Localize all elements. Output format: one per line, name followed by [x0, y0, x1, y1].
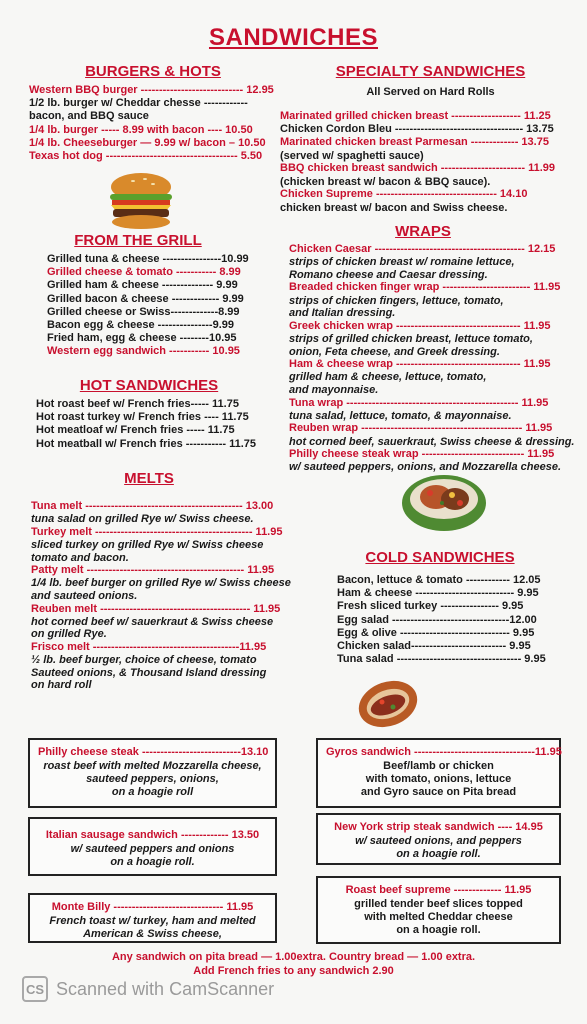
specialty-subtitle: All Served on Hard Rolls: [366, 86, 495, 98]
footer-line-1: Any sandwich on pita bread — 1.00extra. Country bread — 1.00 extra.: [111, 951, 476, 963]
menu-item: Hot roast beef w/ French fries----- 11.75: [36, 398, 239, 410]
menu-item: Egg & olive ------------------------------ 9.95: [337, 626, 535, 639]
menu-desc: hot corned beef, sauerkraut, Swiss cheese & dressing.: [289, 435, 575, 448]
menu-item: Tuna wrap ----------------------------------------------- 11.95: [289, 396, 549, 409]
box-desc: grilled tender beef slices topped: [354, 897, 523, 910]
box-desc: w/ sauteed onions, and peppers: [355, 834, 522, 847]
menu-desc: strips of grilled chicken breast, lettuce tomato,: [289, 332, 533, 345]
italian-box: [28, 817, 277, 876]
page-title: SANDWICHES: [208, 24, 378, 51]
menu-item: Marinated grilled chicken breast ------------------- 11.25: [280, 110, 551, 122]
menu-desc: sliced turkey on grilled Rye w/ Swiss cheese: [31, 539, 264, 551]
menu-desc: on grilled Rye.: [31, 628, 107, 641]
menu-desc: 1/2 lb. burger w/ Cheddar chesse ------------: [29, 97, 248, 110]
menu-item: Grilled tuna & cheese ----------------10.99: [47, 253, 249, 265]
box-desc: American & Swiss cheese,: [83, 927, 222, 940]
box-desc: on a hoagie roll.: [396, 847, 481, 860]
specialty-title: SPECIALTY SANDWICHES: [335, 63, 526, 80]
box-desc: Beef/lamb or chicken: [383, 759, 494, 772]
watermark-text: Scanned with CamScanner: [56, 978, 275, 999]
box-desc: with melted Cheddar cheese: [364, 910, 513, 923]
hot-title: HOT SANDWICHES: [79, 377, 219, 394]
menu-item: Hot meatloaf w/ French fries ----- 11.75: [36, 424, 235, 437]
menu-item: Chicken Supreme --------------------------------- 14.10: [280, 188, 528, 201]
roastbeef-box: [316, 876, 561, 944]
menu-item: Reuben wrap -------------------------------------------- 11.95: [289, 422, 553, 435]
menu-item: Tuna melt ------------------------------------------- 13.00: [31, 500, 274, 512]
nystrip-box: [316, 813, 561, 865]
menu-item: Ham & cheese wrap ---------------------------------- 11.95: [289, 358, 551, 371]
box-item: Italian sausage sandwich ------------- 13.50: [45, 829, 260, 841]
menu-item: Hot roast turkey w/ French fries ---- 11.75: [36, 411, 249, 424]
box-item: Philly cheese steak ---------------------------13.10: [38, 746, 269, 758]
menu-item: Bacon egg & cheese ---------------9.99: [47, 319, 235, 332]
menu-desc: Sauteed onions, & Thousand Island dressing: [31, 666, 267, 679]
box-desc: sauteed peppers, onions,: [86, 772, 219, 785]
sandwich-image: [355, 674, 421, 730]
menu-item: Hot meatball w/ French fries ----------- 11.75: [36, 437, 257, 450]
menu-item: Marinated chicken breast Parmesan ------------- 13.75: [280, 136, 549, 149]
menu-item: Reuben melt ----------------------------------------- 11.95: [31, 602, 281, 615]
box-desc: and Gyro sauce on Pita bread: [360, 785, 517, 798]
menu-desc: (chicken breast w/ bacon & BBQ sauce).: [280, 175, 491, 188]
menu-item: Bacon, lettuce & tomato ------------ 12.05: [337, 574, 541, 586]
menu-desc: on hard roll: [31, 679, 92, 692]
menu-desc: tuna salad on grilled Rye w/ Swiss cheese.: [31, 513, 254, 526]
hot-list: [36, 398, 256, 451]
menu-item: Grilled cheese or Swiss-------------8.99: [47, 305, 240, 318]
specialty-list: [280, 110, 555, 214]
box-desc: French toast w/ turkey, ham and melted: [49, 914, 256, 927]
cold-title: COLD SANDWICHES: [365, 549, 515, 566]
menu-item: Patty melt ------------------------------------------- 11.95: [31, 564, 275, 577]
menu-desc: 1/4 lb. beef burger on grilled Rye w/ Swiss cheese: [31, 577, 291, 590]
menu-item: BBQ chicken breast sandwich ----------------------- 11.99: [280, 162, 555, 175]
menu-desc: and sauteed onions.: [31, 589, 138, 602]
menu-item: 1/4 lb. Cheeseburger — 9.99 w/ bacon – 10.50: [29, 136, 266, 149]
camscanner-logo-icon: CS: [22, 976, 48, 1002]
box-desc: on a hoagie roll: [111, 785, 194, 798]
menu-item: Chicken salad-------------------------- 9.95: [337, 640, 531, 653]
box-item: Roast beef supreme ------------- 11.95: [345, 884, 532, 896]
menu-item: Greek chicken wrap ---------------------------------- 11.95: [289, 319, 551, 332]
menu-item: Chicken Caesar ----------------------------------------- 12.15: [289, 243, 556, 255]
menu-desc: and mayonnaise.: [289, 383, 379, 396]
menu-desc: chicken breast w/ bacon and Swiss cheese.: [280, 201, 508, 214]
burgers-title: BURGERS & HOTS: [85, 63, 221, 80]
menu-item: Western egg sandwich ----------- 10.95: [47, 345, 240, 358]
menu-item: 1/4 lb. burger ----- 8.99 with bacon ---- 10.50: [29, 123, 253, 136]
burgers-list: [29, 84, 274, 163]
grill-list: [47, 253, 249, 359]
burger-image: [106, 171, 176, 231]
menu-desc: w/ sauteed peppers, onions, and Mozzarella cheese.: [289, 461, 562, 474]
menu-desc: tomato and bacon.: [31, 551, 129, 564]
menu-desc: tuna salad, lettuce, tomato, & mayonnaise.: [289, 409, 512, 422]
menu-desc: onion, Feta cheese, and Greek dressing.: [289, 345, 500, 358]
wraps-list: [289, 243, 575, 474]
cold-list: [337, 574, 546, 666]
wrap-image: [400, 469, 488, 533]
menu-item: Tuna salad ---------------------------------- 9.95: [337, 653, 546, 666]
menu-item: Philly cheese steak wrap ---------------------------- 11.95: [289, 448, 555, 461]
menu-item: Grilled bacon & cheese ------------- 9.99: [47, 292, 244, 305]
menu-item: Fried ham, egg & cheese --------10.95: [47, 332, 237, 345]
melts-list: [31, 500, 291, 692]
menu-item: Chicken Cordon Bleu ----------------------------------- 13.75: [280, 123, 554, 136]
menu-desc: hot corned beef w/ sauerkraut & Swiss cheese: [31, 615, 274, 628]
gyros-box: [316, 738, 561, 808]
menu-desc: strips of chicken fingers, lettuce, tomato,: [289, 294, 504, 307]
menu-desc: strips of chicken breast w/ romaine lettuce,: [289, 256, 515, 269]
monte-box: [28, 893, 277, 943]
footer-line-2: Add French fries to any sandwich 2.90: [193, 965, 394, 977]
box-desc: on a hoagie roll.: [110, 855, 195, 868]
menu-desc: grilled ham & cheese, lettuce, tomato,: [289, 371, 487, 384]
box-desc: with tomato, onions, lettuce: [365, 772, 512, 785]
grill-title: FROM THE GRILL: [74, 232, 202, 249]
menu-desc: ½ lb. beef burger, choice of cheese, tomato: [31, 654, 257, 667]
menu-item: Turkey melt ------------------------------------------- 11.95: [31, 525, 283, 538]
menu-desc: and Italian dressing.: [289, 307, 396, 320]
menu-item: Grilled ham & cheese -------------- 9.99: [47, 279, 238, 292]
philly-box: [28, 738, 277, 808]
menu-item: Texas hot dog ------------------------------------ 5.50: [29, 150, 263, 163]
box-desc: roast beef with melted Mozzarella cheese,: [43, 759, 262, 772]
camscanner-watermark: [22, 976, 274, 1002]
menu-desc: (served w/ spaghetti sauce): [280, 149, 424, 162]
box-desc: on a hoagie roll.: [396, 923, 481, 936]
menu-item: Breaded chicken finger wrap ------------------------ 11.95: [289, 281, 561, 294]
menu-item: Egg salad --------------------------------12.00: [337, 613, 537, 626]
menu-desc: bacon, and BBQ sauce: [29, 110, 149, 123]
menu-desc: Romano cheese and Caesar dressing.: [289, 268, 488, 281]
menu-item: Western BBQ burger ---------------------------- 12.95: [29, 84, 274, 96]
box-item: Gyros sandwich ---------------------------------11.95: [326, 746, 562, 758]
box-item: Monte Billy ------------------------------ 11.95: [51, 901, 254, 913]
box-desc: w/ sauteed peppers and onions: [70, 842, 235, 855]
menu-item: Grilled cheese & tomato ----------- 8.99: [47, 266, 241, 279]
menu-item: Ham & cheese --------------------------- 9.95: [337, 587, 539, 600]
melts-title: MELTS: [124, 470, 174, 487]
menu-item: Fresh sliced turkey ---------------- 9.95: [337, 600, 524, 613]
box-item: New York strip steak sandwich ---- 14.95: [334, 821, 543, 833]
menu-item: Frisco melt ----------------------------------------11.95: [31, 640, 267, 653]
wraps-title: WRAPS: [395, 223, 451, 240]
